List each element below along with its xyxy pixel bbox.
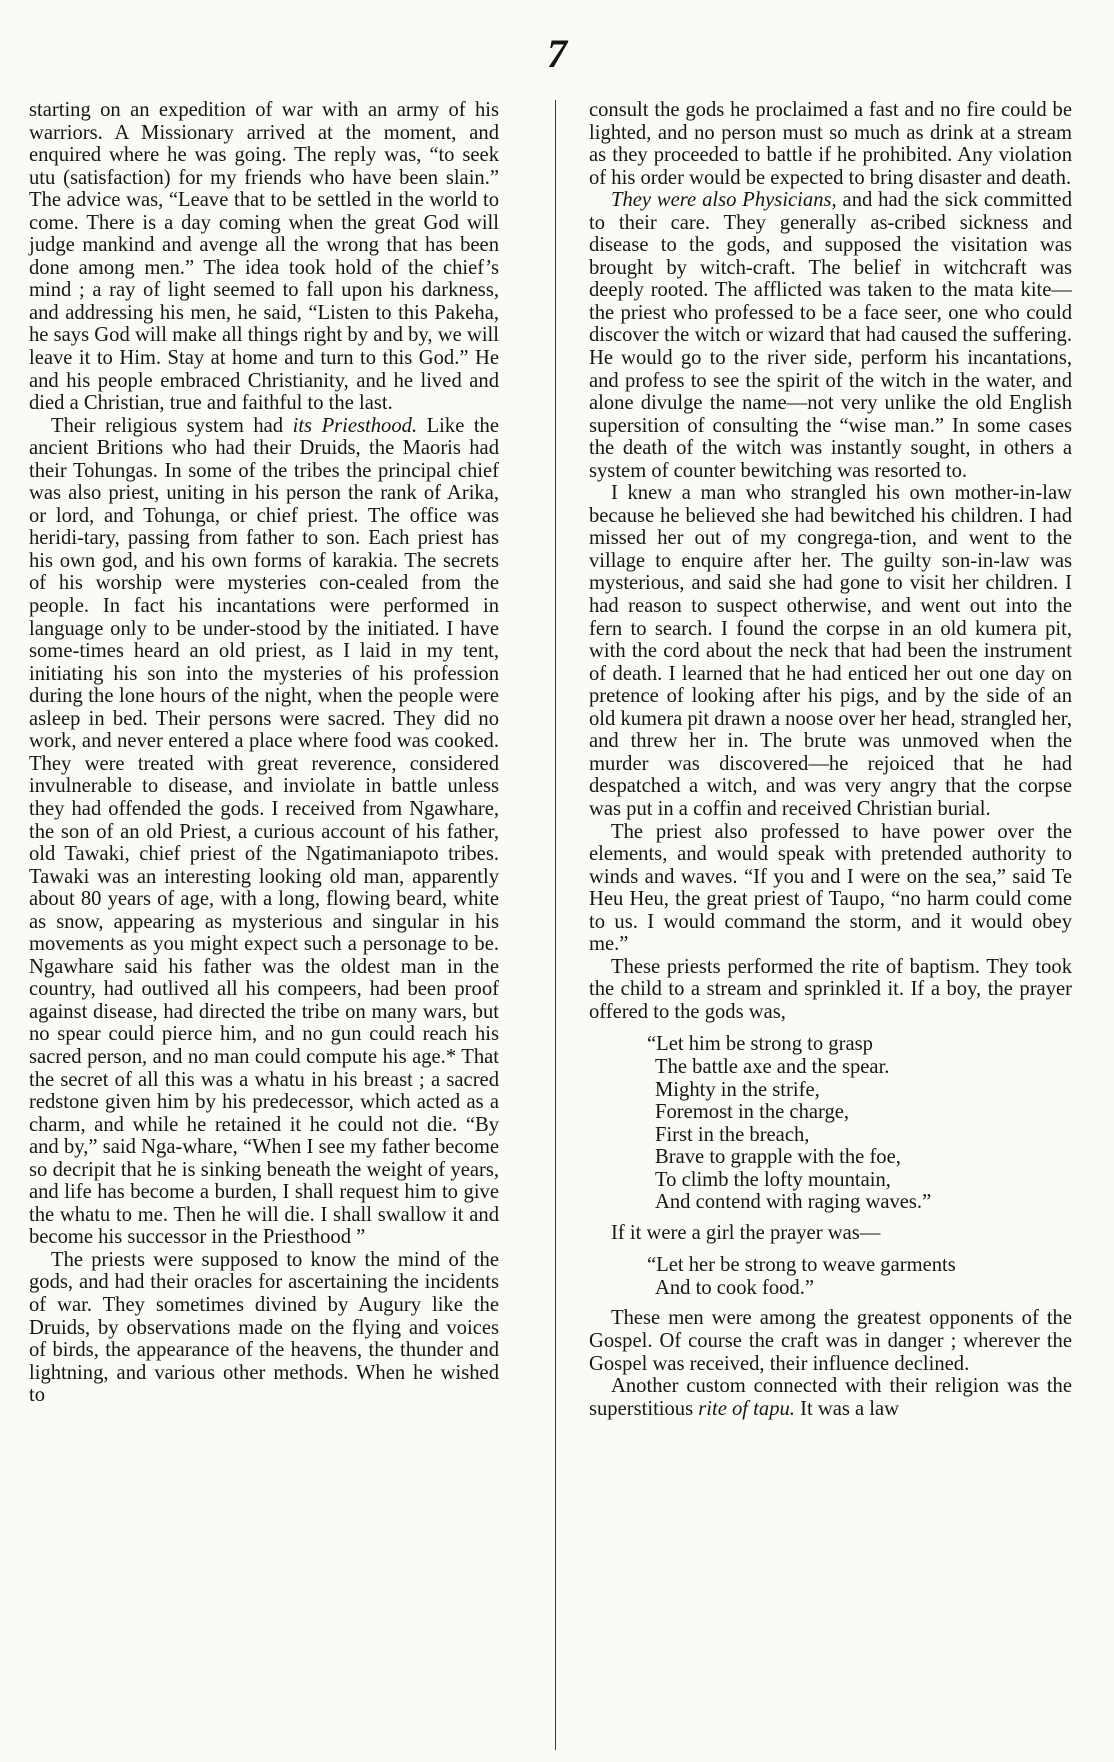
verse-line: “Let him be strong to grasp bbox=[647, 1033, 873, 1056]
verse-line: And to cook food.” bbox=[655, 1276, 814, 1299]
paragraph bbox=[29, 415, 499, 1249]
verse-line: Mighty in the strife, bbox=[655, 1078, 820, 1101]
paragraph bbox=[589, 189, 1072, 482]
paragraph: If it were a girl the prayer was— bbox=[611, 1221, 881, 1244]
verse-line: “Let her be strong to weave garments bbox=[647, 1254, 956, 1277]
left-column bbox=[29, 99, 499, 1407]
paragraph-text: Like the ancient Britions who had their Druids, the Maoris had their Tohungas. In some of the tribes the principal chief was also priest, uniting in his person the rank of Arika, or lord, and Tohunga, or chief priest. The office was heridi-tary, passing from father to son. Each priest has his own god, and his own forms of karakia. The secrets of his worship were mysteries con-cealed from the people. In fact his incantations were performed in language only to be under-stood by the initiated. I have some-times heard an old priest, as I laid in my tent, initiating his son into the mysteries of his profession during the lone hours of the night, when the people were asleep in bed. Their persons were sacred. They did no work, and never entered a place where food was cooked. They were treated with great reverence, considered invulnerable to disease, and inviolate in battle unless they had offended the gods. I received from Ngawhare, the son of an old Priest, a curious account of his father, old Tawaki, chief priest of the Ngatimaniapoto tribes. Tawaki was an interesting looking old man, apparently about 80 years of age, with a long, flowing beard, white as snow, appearing as mysterious and singular in his movements as you might expect such a personage to be. Ngawhare said his father was the oldest man in the country, had outlived all his compeers, had been proof against disease, had directed the tribe on many wars, but no spear could pierce him, and no gun could reach his sacred person, and no man could compute his age.* That the secret of all this was a whatu in his breast ; a sacred redstone given him by his predecessor, which acted as a charm, and while he retained it he could not die. “By and by,” said Nga-whare, “When I see my father become so decripit that he is sinking beneath the weight of years, and life has become a burden, I shall request him to give the whatu to me. Then he will die. I shall swallow it and become his successor in the Priesthood ” bbox=[29, 414, 499, 1249]
paragraph-text: Another custom connected with their religion was the superstitious bbox=[589, 1375, 1072, 1420]
verse-line: Foremost in the charge, bbox=[655, 1101, 850, 1124]
paragraph: These men were among the greatest opponents of the Gospel. Of course the craft was in danger ; wherever the Gospel was received, their influence declined. bbox=[589, 1307, 1072, 1375]
page-number: 7 bbox=[547, 31, 567, 76]
paragraph bbox=[589, 1375, 1072, 1420]
paragraph: consult the gods he proclaimed a fast and no fire could be lighted, and no person must so much as drink at a stream as they proceeded to battle if he prohibited. Any violation of his order would be expected to bring disaster and death. bbox=[589, 99, 1072, 189]
paragraph: I knew a man who strangled his own mother-in-law because he believed she had bewitched his children. I had missed her out of my congrega-tion, and went to the village to enquire after her. The guilty son-in-law was mysterious, and said she had gone to visit her children. I had reason to suspect otherwise, and went out into the fern to search. I found the corpse in an old kumera pit, with the cord about the neck that had been the instrument of death. I learned that he had enticed her out one day on pretence of looking after his pigs, and by the side of an old kumera pit drawn a noose over her head, strangled her, and threw her in. The brute was unmoved when the murder was discovered—he rejoiced that he had despatched a witch, and was very angry that the corpse was put in a coffin and received Christian burial. bbox=[589, 482, 1072, 820]
column-divider bbox=[555, 100, 556, 1750]
paragraph: starting on an expedition of war with an army of his warriors. A Missionary arrived at the moment, and enquired where he was going. The reply was, “to seek utu (satisfaction) for my friends who have been slain.” The advice was, “Leave that to be settled in the world to come. There is a day coming when the great God will judge mankind and avenge all the wrong that has been done among men.” The idea took hold of the chief’s mind ; a ray of light seemed to fall upon his darkness, and addressing his men, he said, “Listen to this Pakeha, he says God will make all things right by and by, we will leave it to Him. Stay at home and turn to this God.” He and his people embraced Christianity, and he lived and died a Christian, true and faithful to the last. bbox=[29, 99, 499, 415]
paragraph: The priest also professed to have power over the elements, and would speak with pretended authority to winds and waves. “If you and I were on the sea,” said Te Heu Heu, the great priest of Taupo, “no harm could come to us. I would command the storm, and it would obey me.” bbox=[589, 820, 1072, 956]
prayer-verse-boy bbox=[647, 1033, 1072, 1214]
emphasis-text: rite of tapu. bbox=[698, 1397, 795, 1420]
right-column bbox=[589, 99, 1072, 1420]
paragraph: These priests performed the rite of baptism. They took the child to a stream and sprinkled it. If a boy, the prayer offered to the gods was, bbox=[589, 955, 1072, 1023]
emphasis-text: its Priesthood. bbox=[292, 414, 418, 437]
verse-line: The battle axe and the spear. bbox=[655, 1055, 890, 1078]
emphasis-text: They were also Physicians, bbox=[611, 189, 837, 212]
paragraph: The priests were supposed to know the mind of the gods, and had their oracles for ascertaining the incidents of war. They sometimes divined by Augury like the Druids, by observations made on the flying and voices of birds, the appearance of the heavens, the thunder and lightning, and various other methods. When he wished to bbox=[29, 1248, 499, 1407]
paragraph-text: It was a law bbox=[794, 1397, 900, 1420]
verse-line: To climb the lofty mountain, bbox=[655, 1168, 891, 1191]
paragraph-text: Their religious system had bbox=[51, 414, 293, 437]
prayer-verse-girl bbox=[647, 1254, 1072, 1299]
verse-line: And contend with raging waves.” bbox=[655, 1191, 932, 1214]
verse-line: Brave to grapple with the foe, bbox=[655, 1146, 901, 1169]
verse-line: First in the breach, bbox=[655, 1123, 810, 1146]
paragraph-text: and had the sick committed to their care. They generally as-cribed sickness and disease to the gods, and supposed the visitation was brought by witch-craft. The belief in witchcraft was deeply rooted. The afflicted was taken to the mata kite—the priest who professed to be a face seer, one who could discover the witch or wizard that had caused the suffering. He would go to the river side, perform his incantations, and profess to see the spirit of the witch in the water, and alone divulge the name—not very unlike the old English supersition of consulting the “wise man.” In some cases the death of the witch was instantly sought, in others a system of counter bewitching was resorted to. bbox=[589, 189, 1072, 482]
